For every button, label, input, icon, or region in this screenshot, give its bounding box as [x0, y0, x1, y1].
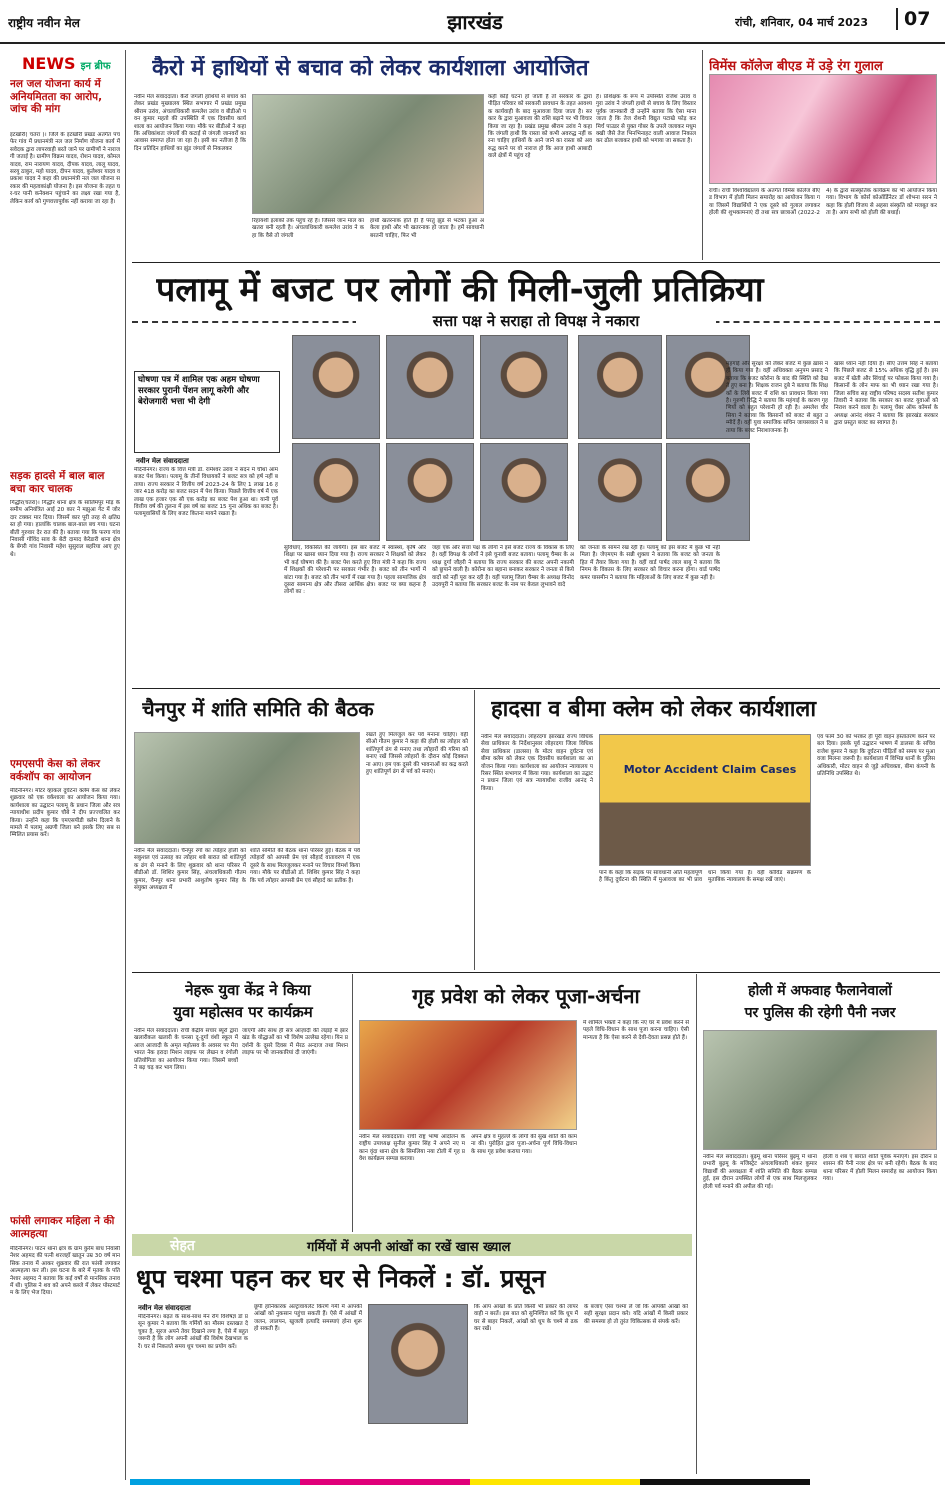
- claim-banner-text: Motor Accident Claim Cases: [623, 763, 797, 776]
- claim-col1: नवीन मेल संवाददाता। लोहरदगा झारखंड राज्य विधिक सेवा प्राधिकार के निर्देशानुसार लोहरदगा जिला विधिक सेवा प्राधिकार (डालसा) के मोटर वाहन दुर्घटना एवं बीमा क्लेम को लेकर एक दिवसीय कार्यशाला का आयोजन किया गया। कार्यशाला का आयोजन न्यायालय परिसर स्थित सभागार में किया गया। कार्यशाला का उद्घाटन प्रधान जिला एवं सत्र न्यायाधीश राजीव आनंद ने किया।: [481, 734, 593, 792]
- brief-4-headline[interactable]: फांसी लगाकर महिला ने की आत्महत्या: [10, 1215, 115, 1240]
- section-title: झारखंड: [447, 10, 503, 34]
- article-rumor-headline-1[interactable]: होली में अफवाह फैलानेवालों: [748, 983, 892, 999]
- budget-portrait-1: [292, 335, 380, 439]
- holi-college-photo: [709, 74, 937, 184]
- brief-3-headline[interactable]: एमएसपी केस को लेकर वर्कशॉप का आयोजन: [10, 758, 101, 783]
- budget-box-text: घोषणा पत्र में शामिल एक अहम घोषणा सरकार पुरानी पेंशन लागू करेगी और बेरोजगारी भत्ता भी देगी: [138, 375, 260, 407]
- budget-col4: को जनता के सामने रख रही है। पलामू को इस बजट में कुछ भी नहीं मिला है। जेएमएम के सन्नी शुक्ला ने बताया कि बजट को जनता के हित में तैयार किया गया है। वहीं वार्ड पार्षद लाल बाबू ने बताया कि निगम के विकास के लिए सरकार को विचार करना होगा। वार्ड पार्षद कमर यासमीन ने बताया कि महिलाओं के लिए बजट में कुछ नहीं है।: [580, 545, 720, 581]
- article-holi-college-headline[interactable]: विमेंस कॉलेज बीएड में उड़े रंग गुलाल: [709, 59, 883, 74]
- article-kairo-col2: रिहायशी इलाकों तक पहुंच रहे हैं। जिससे जान माल का खतरा बनी रहती है। अंचलाधिकारी कमलेश उरांव ने कहा कि वैसे तो जंगली: [252, 218, 364, 239]
- claim-col3: एवं फार्म 30 को भरकर ही पूरी वाहन हस्तांतरण करने पर बल दिया। इसके पूर्व उद्घाटन भाषण में डालसा के सचिव राजेश कुमार ने कहा कि दुर्घटना पीड़ितों को समय पर मुआवजा मिलना जरूरी है। कार्यशाला में विभिन्न थानों के पुलिस अधिकारी, मोटर वाहन से जुड़े अधिवक्ता, बीमा कंपनी के प्रतिनिधि उपस्थित थे।: [817, 734, 935, 778]
- budget-portrait-6: [480, 443, 568, 541]
- holi-rumor-photo: [703, 1030, 937, 1150]
- news-tag: NEWS: [22, 54, 76, 73]
- chainpur-col2: शांति समिति की बैठक थाना परिसर हुई। बैठक में पर्व त्योहारों को आपसी प्रेम एवं सौहार्द वातावरण में एक दूसरे के साथ मिलजुलकर मनाने पर विचार विमर्श किया गया। मौके पर बीडीओ डॉ. शिशिर कुमार सिंह ने कहा कि पर्व त्योहार आपसी प्रेम एवं सौहार्द का प्रतीक है।: [250, 848, 360, 884]
- kairo-workshop-photo: [252, 94, 484, 214]
- article-holi-college-body: रांची। रांची विश्वविद्यालय के अंतर्गत विमेंस कॉलेज बीएड विभाग में होली मिलन समारोह का आयोजन किया गया जिसमें विद्यार्थियों ने एक दूसरे को गुलाल लगाकर होली की शुभकामनाएं दी तथा सत्र छात्राओं (2022-24) के द्वारा सांस्कृतिक कार्यक्रम का भी आयोजन किया गया। विभाग के कोर्स कोऑर्डिनेटर डॉ शोभना सरन ने कहा कि होली विजय से अहसा संस्कृति को मजबूत करता है। आप सभी को होली की बधाई।: [709, 188, 937, 217]
- article-kairo-col5: हैं। प्रशिक्षक के रूप में उपस्थित राजेश उरांव व गुरा उरांव ने जंगली हाथी से बचाव के लिए विस्तार पूर्वक जानकारी दी उन्होंने बताया कि ऐसा माना जाता है कि तेज रोशनी विद्युत पटाखे फोड़ कर मिर्च पाउडर से युक्त गोबर के उपले जलाकर मधुमक्खी जैसे तेज भिनभिनाहट वाली आवाज निकाल कर ढोल बजाकर हाथी को भगाया जा सकता है।: [596, 94, 696, 145]
- budget-portrait-4: [292, 443, 380, 541]
- nehru-col1: नवीन मेल संवाददाता। रांची केंद्रीय संचार ब्यूरो द्वारा खलारीकल खलारी के घनसा दू-दुर्गा वंशी स्कूल में आज आजादी के अमृत महोत्सव के अवसर पर मेरा भारत नेक इरादा मिशन लाइफ पर लेखन व रंगोली प्रतियोगिता का आयोजन किया गया। जिसमें बच्चों ने बढ़ चढ़ कर भाग लिया।: [134, 1028, 238, 1072]
- news-subtag: इन ब्रीफ: [80, 61, 111, 72]
- budget-portrait-5: [386, 443, 474, 541]
- budget-col6: खास ध्यान नहीं दिया है। सीए उत्तम सिंह ने बताया कि पिछले बजट से 15% अधिक वृद्धि हुई है। इस बजट में खेती और सिंचाई पर फोकस किया गया है। किसानों के लोन माफ का भी ध्यान रखा गया है। जिला सचिव सह राष्ट्रीय परिषद सदस्य सतीश कुमार तिवारी ने बताया कि सरकार का बजट युवाओं को निराश करने वाला है। पलामू चेंबर ऑफ कॉमर्स के अध्यक्ष आनंद शंकर ने बताया कि झारखंड सरकार द्वारा प्रस्तुत बजट का स्वागत है।: [834, 361, 938, 427]
- sehat-byline: नवीन मेल संवाददाता: [138, 1304, 191, 1312]
- article-budget-subhead: सत्ता पक्ष ने सराहा तो विपक्ष ने नकारा: [356, 311, 716, 331]
- print-color-bar: [130, 1479, 810, 1485]
- budget-highlight-box: [134, 371, 280, 453]
- article-chainpur: [132, 690, 470, 970]
- brief-1-headline[interactable]: नल जल योजना कार्य में अनियमितता का आरोप, जांच की मांग: [10, 78, 103, 115]
- dateline: रांची, शनिवार, 04 मार्च 2023: [735, 16, 869, 29]
- sehat-band: [132, 1234, 692, 1256]
- chainpur-col1: नवीन मेल संवाददाता। चैनपुर रंगों का त्योहार होली को सकुशल एवं उत्साह का त्योहार शबे बारात को शांतिपूर्वक ढंग से मनाने के लिए शुक्रवार को थाना परिसर में बीडीओ डॉ. शिशिर कुमार सिंह, अंचलाधिकारी गौतम कुमार, चैनपुर थाना प्रभारी आशुतोष कुमार सिंह के संयुक्त अध्यक्षता में: [134, 848, 246, 892]
- brief-2-headline[interactable]: सड़क हादसे में बाल बाल बचा कार चालक: [10, 470, 105, 495]
- article-sehat: [132, 1234, 692, 1478]
- sehat-col4: के बजाए ऐसा चश्मा लें जो कि आपकी आंखों को सही सुरक्षा प्रदान करे। यदि आंखों में किसी प्रकार की समस्या हो तो तुरंत चिकित्सक से संपर्क करें।: [584, 1304, 688, 1325]
- grih-col3: में शामिल भक्तों ने कहा कि नए घर में प्रवेश करने से पहले विधि-विधान के साथ पूजा करना चाहिए। ऐसी मान्यता है कि ऐसा करने से देवी-देवता प्रसन्न होते हैं।: [583, 1020, 689, 1041]
- article-sehat-headline[interactable]: धूप चश्मा पहन कर घर से निकलें : डॉ. प्रसून: [136, 1264, 546, 1293]
- grih-col2: अपने क्षेत्र व मुहल्ले के लोगों की सुख शांति की कामना की। पुरोहित द्वारा पूजा-अर्चना पूर्ण विधि-विधान के साथ गृह प्रवेश कराया गया।: [471, 1134, 577, 1155]
- chainpur-col3: रखते हुए मिलजुल कर पर्व मनाना चाहिए। वहीं सीओ गौतम कुमार ने कहा की होली का त्योहार को शांतिपूर्ण ढंग से मनाए तथा त्योहारों की गरिमा को बनाए रखें जिससे त्योहारों के दौरान कोई दिक्कत ना आए। हम एक दूसरे की भावनाओं का कद्र करते हुए शांतिपूर्ण ढंग से पर्व को मनाएं।: [366, 732, 468, 776]
- masthead-logo[interactable]: राष्ट्रीय नवीन मेल: [8, 16, 80, 30]
- masthead: [0, 0, 945, 44]
- claim-workshop-photo: [599, 734, 811, 866]
- budget-col1: मेदिनीनगर। राज्य के वित्त मंत्री डॉ. रामेश्वर उरांव ने सदन में चौथा आम बजट पेश किया। पलामू के तीनों विधायकों ने बजट सत्र को हर्ष नहीं बताया। राज्य सरकार ने वित्तीय वर्ष 2023-24 के लिए 1 लाख 16 हजार 418 करोड़ का बजट सदन में पेश किया। पिछले वित्तीय वर्ष में एक लाख एक हजार एक सौ एक करोड़ का बजट पेश हुआ था। यानी पूर्व वित्तीय वर्ष की तुलना में इस वर्ष का बजट 15 गुना अधिक का बजट है। पलामूवासियों के लिए बजट कितना मायने रखता है।: [134, 467, 278, 518]
- article-kairo-col3: हाथी खतरनाक होते ही हैं परंतु झुंड से भटका हुआ अकेला हाथी और भी खतरनाक हो जाता है। हमें सावधानी बरतनी चाहिए, फिर भी: [370, 218, 484, 239]
- sehat-col1: मेदिनीनगर। बढ़त के साथ-साथ मेन रोग विशेषज्ञ डॉ प्रसून कुमार ने बताया कि गर्मियों का मौसम दस्तखत दे चुका है, सूरज अपने तेवर दिखाने लगा है, ऐसे में बहुत जरूरी है कि लोग अपनी आंखों की विशेष देखभाल करें। घर से निकलते समय धूप चश्मा का प्रयोग करें।: [138, 1314, 248, 1350]
- brief-4-body: मेदिनीनगर। पाटन थाना क्षेत्र के ग्राम कुरेम बांध निवासी नेशर अहमद की पत्नी शरजहाँ खातुन उम्र 30 वर्ष मानसिक तनाव में आकर शुक्रवार की रात फांसी लगाकर आत्महत्या कर ली। इस घटना के बारे में मृतक के पति नेशार अहमद ने बताया कि कई वर्षों से मानसिक तनाव में थी। पुलिस ने शव को अपने कब्जे में लेकर पोस्टमार्टम के लिए भेज दिया।: [10, 1246, 120, 1297]
- budget-byline: नवीन मेल संवाददाता: [136, 457, 189, 465]
- article-kairo-col1: नवीन मेल संवाददाता। कैरो जंगली हाथियों से बचाव को लेकर प्रखंड मुख्यालय स्थित सभागार में प्रखंड प्रमुख श्रीराम उरांव, अंचलाधिकारी कमलेश उरांव व बीडीओ पवन कुमार महतो की उपस्थिति में एक दिवसीय कार्यशाला का आयोजन किया गया। मौके पर बीडीओ ने कहा कि अधिकांशतः जंगलों की कटाई से जंगली जानवरों का आवास समाप्त होता जा रहा है। इसी का नतीजा है कि दिन प्रतिदिन हाथियों का झुंड जंगलों से निकलकर: [134, 94, 246, 152]
- article-palamu-budget: [132, 265, 940, 685]
- page-number: 07: [896, 8, 936, 30]
- sehat-tag: सेहत: [170, 1238, 195, 1254]
- article-claim-headline[interactable]: हादसा व बीमा क्लेम को लेकर कार्यशाला: [491, 697, 817, 722]
- article-kairo-workshop: [132, 50, 697, 260]
- budget-col3: जहां एक ओर सत्ता पक्ष के लोगों ने इसे बजट राज्य के विकास के लिए है। वहीं विपक्ष के लोगों ने इसे चुनावी बजट बताया। पलामू चैम्बर के अध्यक्ष दुर्गा जौहरी ने बताया कि राज्य सरकार की बजट अपनी नकामी को छुपाने वाली है। कोरोना का बहाना बनाकर सरकार ने जनता से किये वादों को नहीं पूरा कर रही है। वहीं पलामू जिला चैम्बर के अध्यक्ष विनोद उदयपुरी ने बताया कि सरकार बजट के नाम पर केवल लुभावने वादे: [432, 545, 574, 589]
- sehat-kicker: गर्मियों में अपनी आंखों का रखें खास ख्याल: [307, 1240, 511, 1255]
- sehat-col2: छूपी हानिकारक अल्ट्रावायलेट किरणें गर्मी में आपकी आंखों को नुकसान पहुंचा सकती हैं। ऐसे में आंखों में जलन, लालपन, खुजली इत्यादि समस्याएं होना शुरू हो सकती हैं।: [254, 1304, 362, 1333]
- article-holi-college: [702, 50, 940, 260]
- news-brief-tag: [22, 54, 122, 74]
- rumor-col2: होली व शब ए बारात शांति पूर्वक मनाएंगे। इस दौरान प्रशासन की पैनी नजर क्षेत्र पर बनी रहेगी। बैठक के बाद थाना परिसर में होली मिलन समारोह का आयोजन किया गया।: [823, 1154, 937, 1183]
- article-nehru-headline-2[interactable]: युवा महोत्सव पर कार्यक्रम: [173, 1003, 313, 1021]
- claim-col2: पाने के कहा कि सड़क पर सावधानी अति महत्वपूर्ण है किंतु दुर्घटना की स्थिति में मुआवजा का भी प्रावधान किया गया है। वहीं कोविड संक्रमण के मुताबिक न्यायालय के समक्ष रखें जाएं।: [599, 870, 811, 884]
- budget-col2: सुविधाएं, विकसित की जायेंगी। इस बार बजट में स्वास्थ्य, कृषि और शिक्षा पर खासा ध्यान दिया गया है। राज्य सरकार ने शिक्षकों को लेकर भी कई घोषणा की है। बजट पेश करते हुए वित्त मंत्री ने कहा कि राज्य में शिक्षकों की परेशानी पर सरकार गंभीर है। बजट को तीन भागों में बांटा गया है। बजट को तीन भागों में रखा गया है। पहला सामाजिक क्षेत्र दूसरा सामान्य क्षेत्र और तीसरा आर्थिक क्षेत्र। बजट पर क्या कहना है लोगों का :: [284, 545, 426, 596]
- article-rumor-headline-2[interactable]: पर पुलिस की रहेगी पैनी नजर: [744, 1005, 896, 1021]
- article-chainpur-headline[interactable]: चैनपुर में शांति समिति की बैठक: [142, 697, 374, 721]
- nehru-col2: जाएगी और साथ ही सत्र आज़ादी की लड़ाई में झारखंड के योद्धाओं का भी विशेष उल्लेख रहेगा। यिन प्रदर्शनी के दूसरे दिवस में मेरठ अन्दाज तथा मिशन लाइफ पर भी जानकारियां दी जाएंगी।: [242, 1028, 348, 1057]
- grih-col1: नवीन मेल संवाददाता। रांची राष्ट्र भाषा आंदोलन के राष्ट्रीय उपाध्यक्ष सुनील कुमार सिंह ने अपने नए मकान वृंदा थाना क्षेत्र के सिमलिया नया टोली में गृह प्रवेश कार्यक्रम सम्पन्न कराया।: [359, 1134, 465, 1163]
- brief-3-body: मेदिनीनगर। मोटर व्हाकल दुर्घटना क्लेम केस को लेकर शुक्रवार को एक वर्कशाला का आयोजन किया गया। कार्यशाला का उद्घाटन पलामू के प्रधान जिला और सत्र न्यायाधीश प्रदीप कुमार चौबे ने दीप प्रज्ज्वलित कर किया। उन्होंने कहा कि एमएसपीडी क्लेम दिलाने के मामले में पलामू अग्रणी जिला बने इसके लिए सब सम्मिलित प्रयास करें।: [10, 788, 120, 839]
- chainpur-meeting-photo: [134, 732, 360, 844]
- rumor-col1: नवीन मेल संवाददाता। बुढ़मू थाना परिसर बुढ़मू में थाना प्रभारी बुढ़मू के मजिस्ट्रेट अंचलाधिकारी शंकर कुमार विद्यार्थी की अध्यक्षता में शांति समिति की बैठक सम्पन्न हुई, इस दौरान उपस्थित लोगों से एक साथ मिलजुलकर होली पर्व मनाने की अपील की गई।: [703, 1154, 817, 1190]
- brief-1-body: इटखोरी( चतरा )। जिले के इटखोरी प्रखंड अंतर्गत पचफेर गांव में प्रधानमंत्री नल जल निर्माण योजना कार्य में सवेदक द्वारा लापरवाही बरते जाने पर ग्रामीणों ने नाराजगी जताई है। ग्रामीण विक्रम यादव, रोशन यादव, कोमल यादव, राम नारायण यादव, दीपक यादव, लालू यादव, सरयु ठाकुर, महो यादव, दीपन यादव, कुलेश्वर यादव व प्रकाश यादव ने कहा की प्रधानमंत्री नल जल योजना सरकार की महत्वकांक्षी योजना है। इस योजना के तहत घर-घर पानी कनेक्शन पहुंचाने का लक्ष्य रखा गया है, लेकिन कार्य को गुणवत्तापूर्वक नहीं कराया जा रहा है।: [10, 132, 120, 205]
- doctor-portrait: [368, 1304, 468, 1424]
- article-nehru-headline-1[interactable]: नेहरू युवा केंद्र ने किया: [185, 981, 311, 999]
- sehat-col3: कि आप आंखों के प्रति किसी भी प्रकार की लापरवाही न बरतें। इस बात को सुनिश्चित करें कि धूप में घर से बाहर निकलें, आंखों को धूप के चश्मे से ढक कर रखें।: [474, 1304, 578, 1333]
- grih-pravesh-photo: [359, 1020, 577, 1130]
- budget-portrait-3: [480, 335, 568, 439]
- article-nehru-yuva: [132, 974, 350, 1232]
- article-kairo-col4: कहीं कोई घटना हो जाती है तो सरकार के द्वारा पीड़ित परिवार को सरकारी प्रावधान के तहत आवश्यक कार्यवाही के बाद मुआवजा दिया जाता है। सरकार के द्वारा मुआवजा की राशि बढ़ाने पर भी विचार किया जा रहा है। प्रखंड प्रमुख श्रीराम उरांव ने कहा कि जंगली हाथी कि रास्ता को कभी अवरुद्ध नहीं करना चाहिए हाथियों के आने जाने का रास्ता को अवरुद्ध करने पर वो नाराज हो कि आज हाथी आबादी वाले क्षेत्रों में पहुंच रहे: [488, 94, 592, 160]
- article-holi-rumor: [696, 974, 940, 1474]
- article-grih-headline[interactable]: गृह प्रवेश को लेकर पूजा-अर्चना: [412, 984, 640, 1008]
- article-grih-pravesh: [352, 974, 692, 1232]
- budget-portrait-7: [578, 335, 662, 439]
- article-kairo-headline[interactable]: कैरो में हाथियों से बचाव को लेकर कार्यशाला आयोजित: [152, 56, 589, 81]
- budget-portrait-8: [578, 443, 662, 541]
- article-accident-claim: [474, 690, 940, 970]
- sidebar: [8, 50, 126, 1480]
- brief-2-body: गिद्धौर(चतरा)। गिद्धौर थाना क्षेत्र के सालिमपुर मोड़ के समीप अनियंत्रित आई 20 कार ने मझुआ गेट में जोरदार टक्कर मार दिया। जिसमें कार पूरी तरह से क्षतिग्रस्त हो गया। हालांकि चालक बाल-बाल बच गया। घटना बीती गुरुवार देर रात की है। बताया गया कि फरगा गांव निवासी गोविंद साव के बेटी दामाद केरेडारी थाना क्षेत्र के बेंगरी गांव निवासी महेश सुसुराल बहरिया आए हुए थे।: [10, 500, 120, 558]
- budget-portrait-2: [386, 335, 474, 439]
- article-budget-headline[interactable]: पलामू में बजट पर लोगों की मिली-जुली प्रतिक्रिया: [156, 270, 764, 310]
- budget-col5: महंगाई और सुरक्षा को लेकर बजट में कुछ ख़ास नहीं किया गया है। वहीं अधिवक्ता अनुपम प्रसाद ने बताया कि बजट कोरोना के बाद की स्थिति को देखते हुए बना है। शिक्षक राजन दुबे ने बताया कि शिक्षकों के लिये बजट में राशि का प्रावधान किया गया है। गुरुणी रिद्धि ने बताया कि महंगाई के कारण गृहणियों को बहुत परेशानी हो रही है। अमलेश चौरसिया ने बताया कि किसानों को बजट से बहुत उम्मीदें हैं। वहीं युवा समाजिक सचिन जायसवाल ने बताया कि बजट निराशाजनक है।: [726, 361, 828, 434]
